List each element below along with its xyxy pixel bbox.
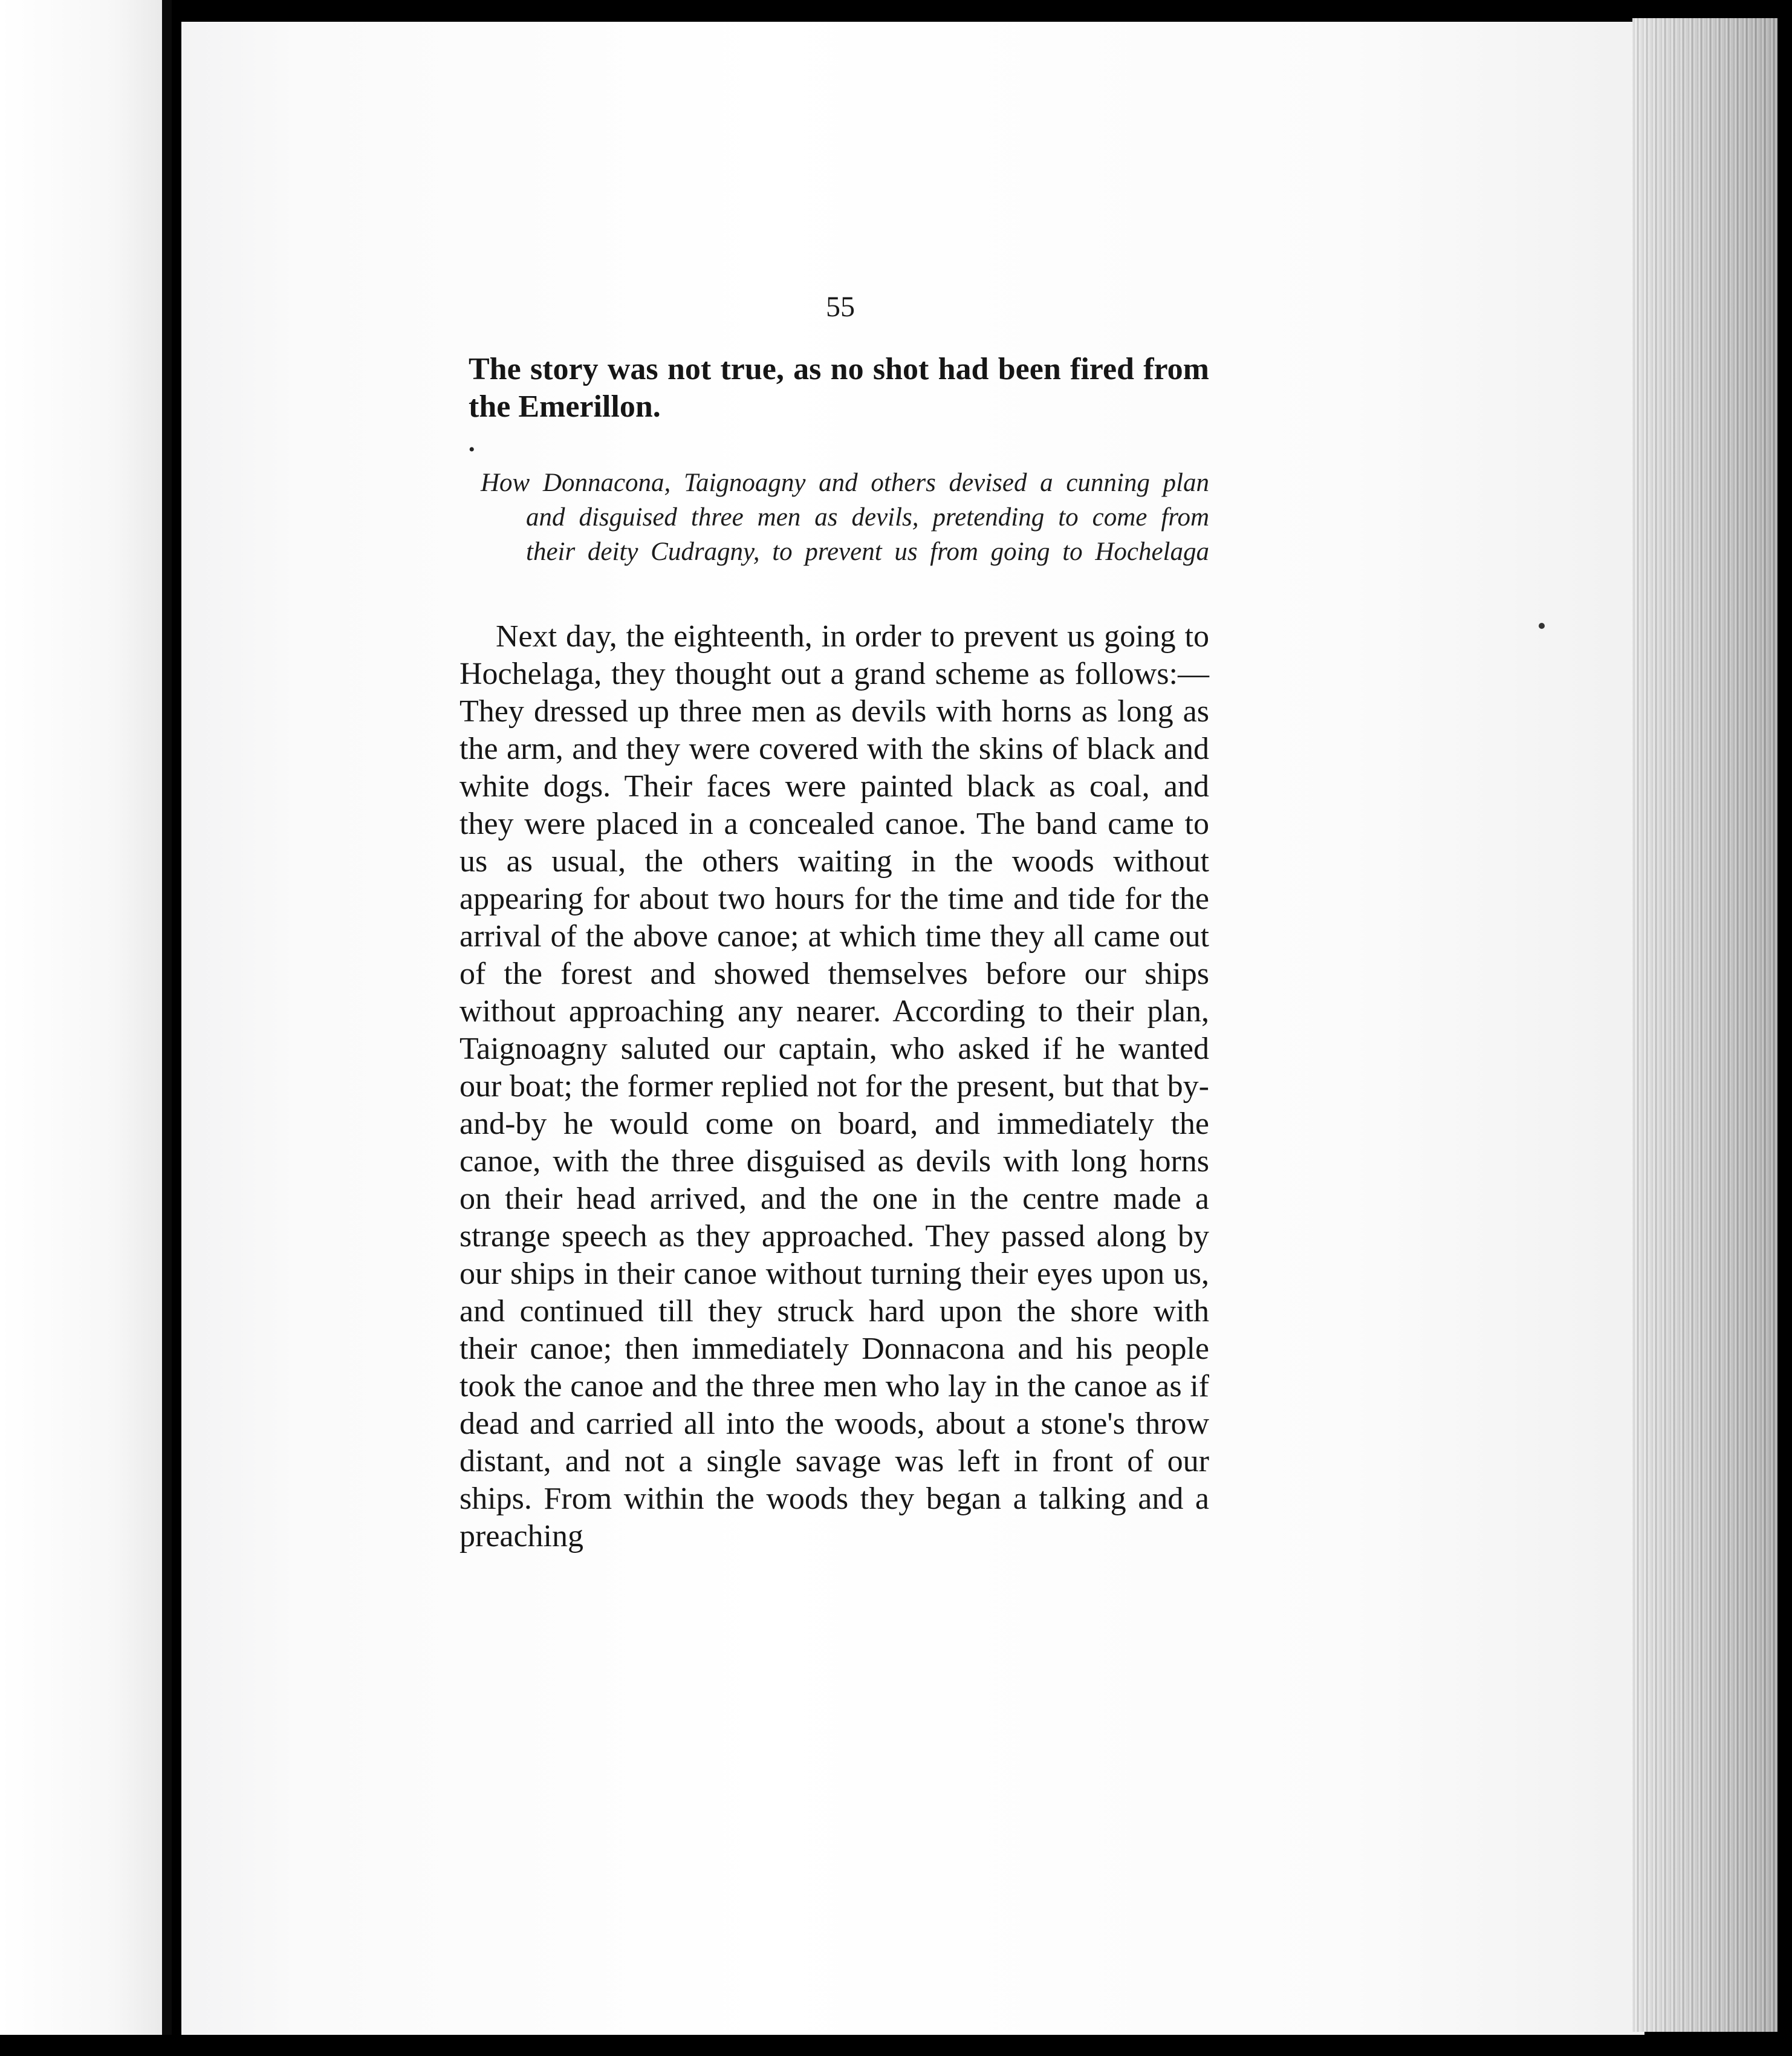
page-number: 55 bbox=[826, 291, 855, 323]
continuation-paragraph: The story was not true, as no shot had been fired from the Emerillon. bbox=[469, 352, 1209, 424]
heading-line-3: their deity Cudragny, to prevent us from going to Hochelaga bbox=[526, 538, 1209, 566]
scan-border bbox=[0, 2035, 1792, 2056]
heading-line-2: and disguised three men as devils, pretending to come from bbox=[526, 503, 1209, 532]
heading-line-1: How Donnacona, Taignoagny and others devised a cunning plan bbox=[481, 469, 1209, 497]
gutter-shadow bbox=[162, 0, 172, 2056]
facing-page-edge bbox=[0, 0, 163, 2056]
paper-speck bbox=[1539, 623, 1545, 629]
page-stack-shade bbox=[1632, 18, 1777, 2032]
bullet-mark: • bbox=[469, 440, 475, 460]
chapter-heading bbox=[481, 466, 1209, 569]
body-paragraph: Next day, the eighteenth, in order to prevent us going to Hochelaga, they thought out a grand scheme as follows:—They dressed up three men as devils with horns as long as the arm, and they were covered with the skins of black and white dogs. Their faces were painted black as coal, and they were placed in a concealed canoe. The band came to us as usual, the others waiting in the woods without appearing for about two hours for the time and tide for the arrival of the above canoe; at which time they all came out of the forest and showed themselves before our ships without approaching any nearer. According to their plan, Taignoagny saluted our captain, who asked if he wanted our boat; the former replied not for the present, but that by-and-by he would come on board, and immediately the canoe, with the three disguised as devils with long horns on their head arrived, and the one in the centre made a strange speech as they approached. They passed along by our ships in their canoe without turning their eyes upon us, and continued till they struck hard upon the shore with their canoe; then immediately Donnacona and his people took the canoe and the three men who lay in the canoe as if dead and carried all into the woods, about a stone's throw distant, and not a single savage was left in front of our ships. From within the woods they began a talking and a preaching bbox=[459, 619, 1209, 1553]
